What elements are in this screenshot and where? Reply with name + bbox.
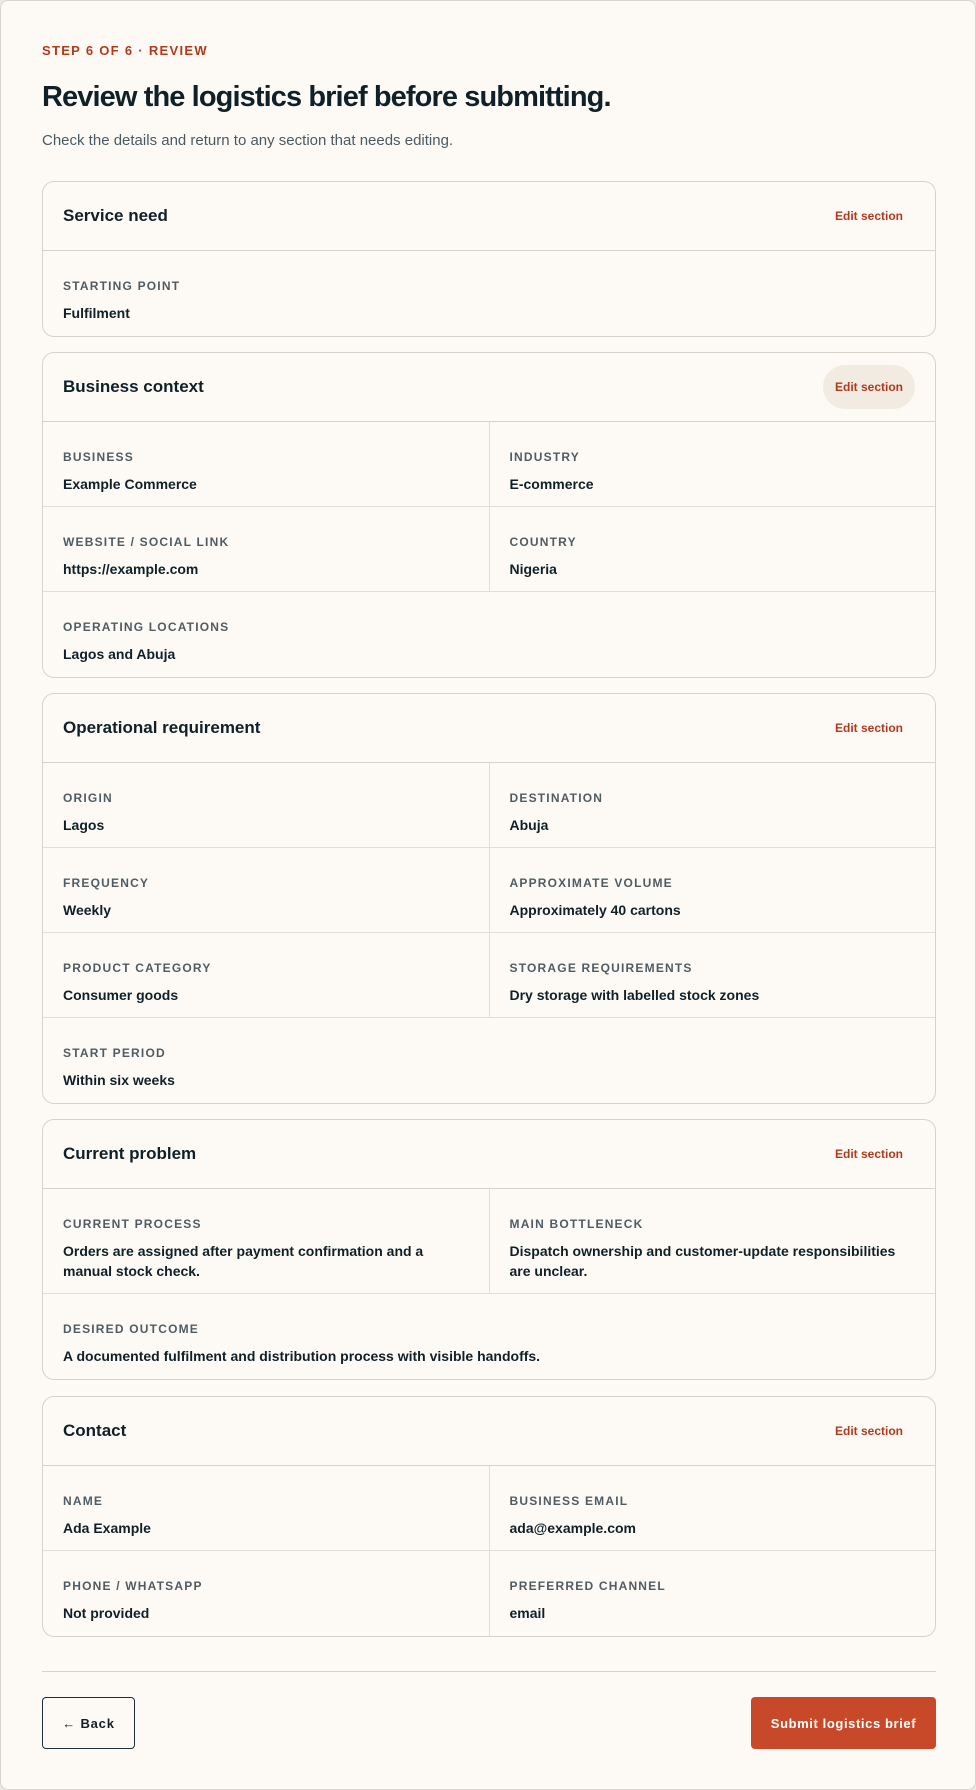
card-header [43,1397,935,1466]
field-label: START PERIOD [63,1046,166,1060]
card-title: Service need [63,206,168,225]
field-product-category [43,933,489,1017]
field-value: Not provided [63,1605,150,1621]
edit-service-need-button[interactable]: Edit section [823,194,915,238]
field-value: A documented fulfilment and distribution process with visible handoffs. [63,1348,541,1364]
edit-current-problem-button[interactable]: Edit section [823,1132,915,1176]
current-problem-card [42,1119,936,1380]
page-subtitle: Check the details and return to any section that needs editing. [42,132,454,149]
submit-logistics-brief-button[interactable]: Submit logistics brief [751,1697,936,1749]
card-title: Operational requirement [63,718,261,737]
field-row [43,763,935,848]
field-label: STORAGE REQUIREMENTS [509,961,693,975]
field-value: Dispatch ownership and customer-update responsibilities are unclear. [509,1243,896,1279]
field-start-period [43,1018,935,1103]
edit-operational-requirement-button[interactable]: Edit section [823,706,915,750]
edit-contact-button[interactable]: Edit section [823,1409,915,1453]
field-label: PRODUCT CATEGORY [63,961,212,975]
field-name [43,1466,489,1550]
card-title: Current problem [63,1144,197,1163]
service-need-card [42,181,936,337]
field-value: https://example.com [63,561,199,577]
field-main-bottleneck [489,1189,936,1293]
field-label: ORIGIN [63,791,113,805]
business-context-card [42,352,936,678]
card-header [43,353,935,422]
field-value: Lagos [63,817,105,833]
field-value: E-commerce [509,476,594,492]
field-label: BUSINESS EMAIL [509,1494,629,1508]
field-value: Dry storage with labelled stock zones [509,987,760,1003]
field-country [489,507,936,591]
field-label: OPERATING LOCATIONS [63,620,230,634]
field-operating-locations [43,592,935,677]
field-row [43,592,935,677]
field-label: WEBSITE / SOCIAL LINK [63,535,230,549]
field-row [43,507,935,592]
field-value: ada@example.com [509,1520,636,1536]
field-label: DESTINATION [509,791,604,805]
field-value: Orders are assigned after payment confirmation and a manual stock check. [63,1243,424,1279]
card-header [43,1120,935,1189]
step-indicator: STEP 6 OF 6 · REVIEW [42,43,208,58]
field-value: Approximately 40 cartons [509,902,681,918]
field-starting-point [43,251,935,336]
field-value: Example Commerce [63,476,197,492]
field-frequency [43,848,489,932]
field-value: Lagos and Abuja [63,646,176,662]
field-label: APPROXIMATE VOLUME [509,876,673,890]
card-header [43,694,935,763]
field-destination [489,763,936,847]
field-industry [489,422,936,506]
field-value: Within six weeks [63,1072,175,1088]
back-button[interactable]: ← Back [42,1697,135,1749]
field-value: Fulfilment [63,305,130,321]
field-label: COUNTRY [509,535,577,549]
contact-card [42,1396,936,1637]
field-row [43,422,935,507]
field-phone-whatsapp [43,1551,489,1636]
field-label: MAIN BOTTLENECK [509,1217,644,1231]
field-label: NAME [63,1494,104,1508]
field-row [43,848,935,933]
field-value: Abuja [509,817,549,833]
field-label: PREFERRED CHANNEL [509,1579,666,1593]
field-value: Consumer goods [63,987,179,1003]
field-row [43,1466,935,1551]
field-label: PHONE / WHATSAPP [63,1579,203,1593]
field-row [43,1189,935,1294]
field-label: INDUSTRY [509,450,580,464]
footer-divider [42,1671,936,1672]
field-row [43,251,935,336]
field-label: CURRENT PROCESS [63,1217,202,1231]
field-business [43,422,489,506]
field-current-process [43,1189,489,1293]
field-value: Weekly [63,902,111,918]
card-title: Contact [63,1421,127,1440]
card-header [43,182,935,251]
field-approximate-volume [489,848,936,932]
field-business-email [489,1466,936,1550]
field-value: Ada Example [63,1520,151,1536]
field-value: email [509,1605,546,1621]
field-website [43,507,489,591]
card-title: Business context [63,377,204,396]
page-title: Review the logistics brief before submitting. [42,81,611,113]
operational-requirement-card [42,693,936,1104]
field-row [43,1018,935,1103]
field-label: STARTING POINT [63,279,181,293]
field-label: DESIRED OUTCOME [63,1322,200,1336]
field-value: Nigeria [509,561,557,577]
field-origin [43,763,489,847]
field-storage-requirements [489,933,936,1017]
edit-business-context-button[interactable]: Edit section [823,365,915,409]
field-row [43,1294,935,1379]
field-row [43,1551,935,1636]
field-label: FREQUENCY [63,876,150,890]
field-desired-outcome [43,1294,935,1379]
field-label: BUSINESS [63,450,134,464]
field-preferred-channel [489,1551,936,1636]
field-row [43,933,935,1018]
